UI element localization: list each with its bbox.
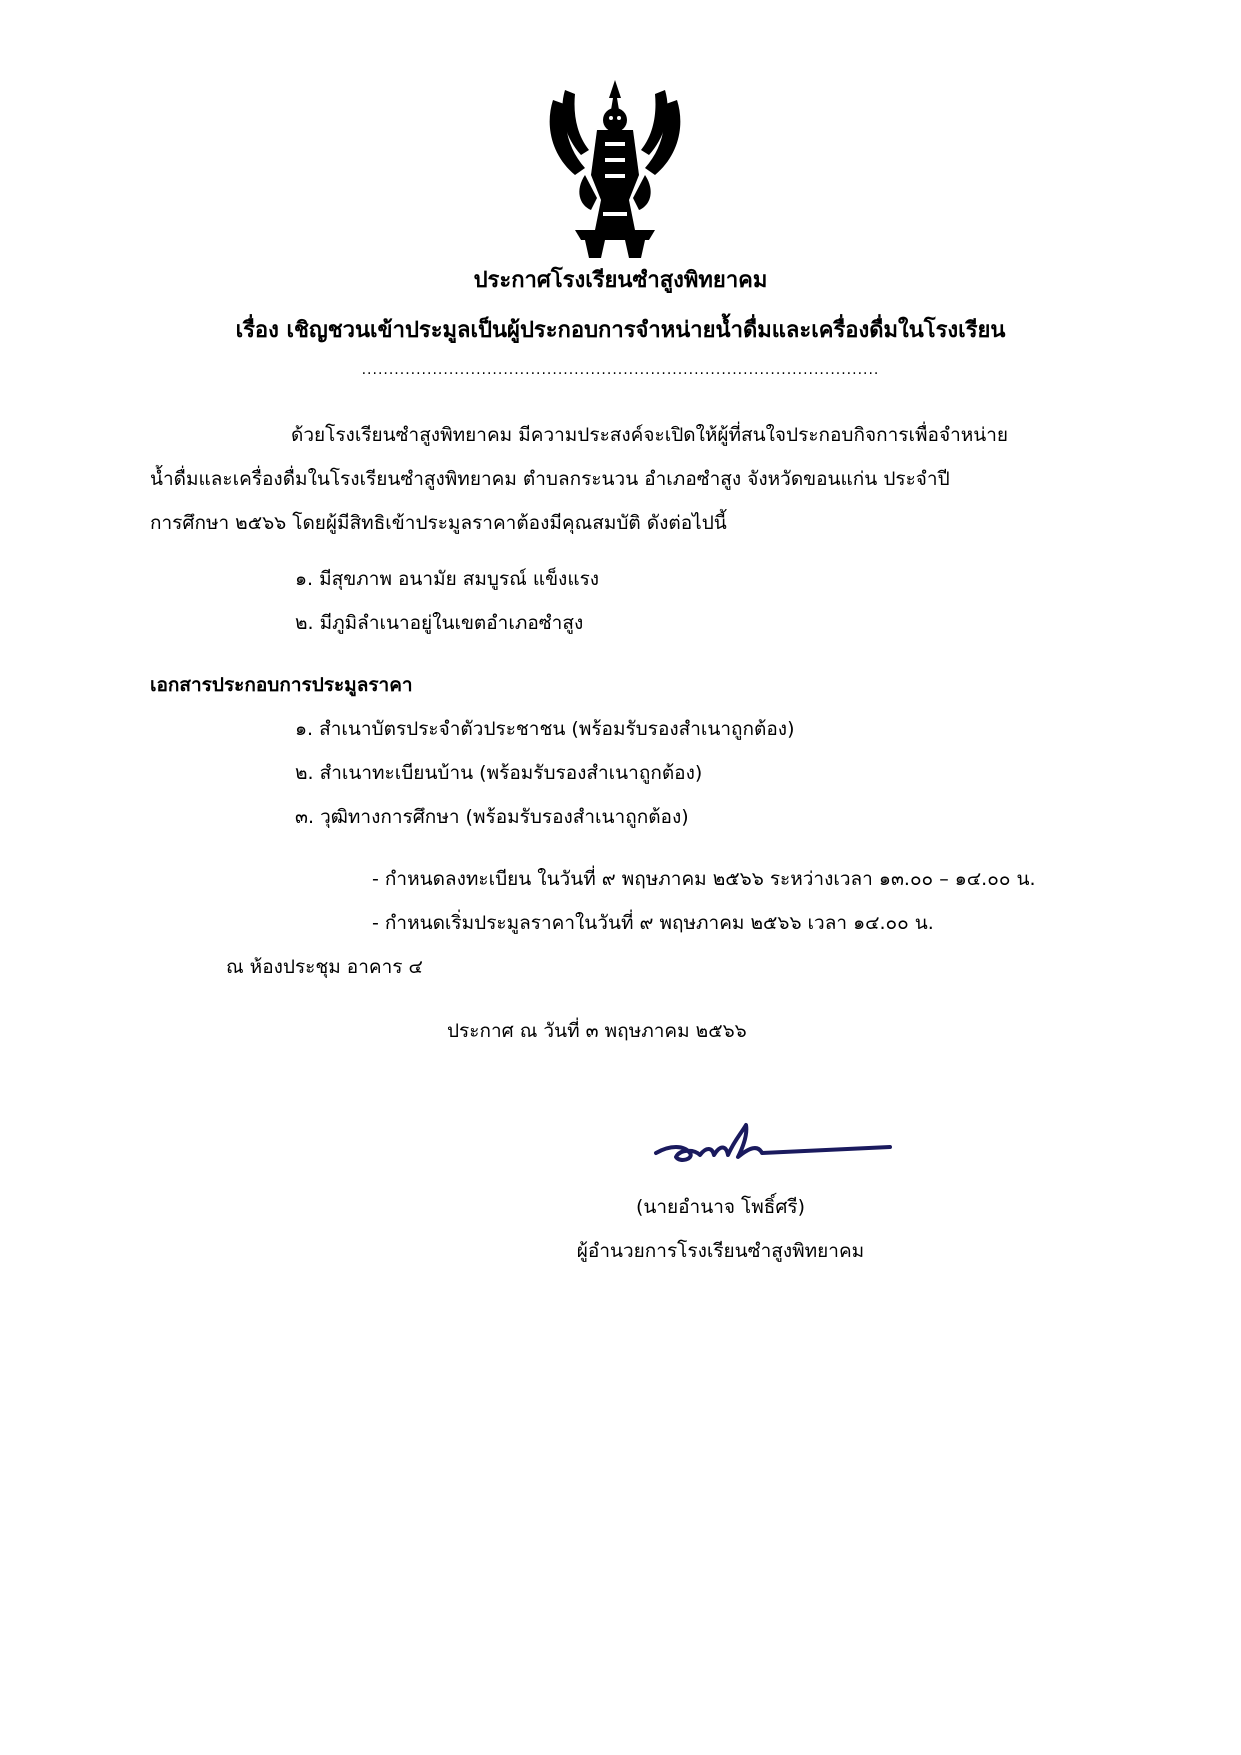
paragraph-line-2: น้ำดื่มและเครื่องดื่มในโรงเรียนซำสูงพิทยาคม ตำบลกระนวน อำเภอซำสูง จังหวัดขอนแก่น ประจำปี	[150, 468, 950, 490]
document-item: ๒. สำเนาทะเบียนบ้าน (พร้อมรับรองสำเนาถูกต้อง)	[295, 762, 703, 784]
paragraph-line-1: ด้วยโรงเรียนซำสูงพิทยาคม มีความประสงค์จะเปิดให้ผู้ที่สนใจประกอบกิจการเพื่อจำหน่าย	[291, 424, 1009, 446]
qualification-item: ๒. มีภูมิลำเนาอยู่ในเขตอำเภอซำสูง	[295, 612, 584, 634]
page-title: ประกาศโรงเรียนซำสูงพิทยาคม	[473, 268, 768, 293]
garuda-emblem	[545, 80, 685, 260]
document-item: ๑. สำเนาบัตรประจำตัวประชาชน (พร้อมรับรองสำเนาถูกต้อง)	[295, 718, 795, 740]
subject-line: เรื่อง เชิญชวนเข้าประมูลเป็นผู้ประกอบการจำหน่ายน้ำดื่มและเครื่องดื่มในโรงเรียน	[235, 318, 1006, 343]
signatory-name: (นายอำนาจ โพธิ์ศรี)	[635, 1196, 806, 1218]
announcement-date: ประกาศ ณ วันที่ ๓ พฤษภาคม ๒๕๖๖	[447, 1020, 747, 1042]
paragraph-line-3: การศึกษา ๒๕๖๖ โดยผู้มีสิทธิเข้าประมูลราคาต้องมีคุณสมบัติ ดังต่อไปนี้	[150, 512, 727, 534]
schedule-item: - กำหนดลงทะเบียน ในวันที่ ๙ พฤษภาคม ๒๕๖๖ ระหว่างเวลา ๑๓.๐๐ – ๑๔.๐๐ น.	[372, 868, 1036, 890]
signatory-position: ผู้อำนวยการโรงเรียนซำสูงพิทยาคม	[576, 1240, 865, 1262]
signature-image	[650, 1105, 900, 1175]
dotted-divider: ...............................................................................................	[361, 362, 880, 378]
documents-heading: เอกสารประกอบการประมูลราคา	[150, 674, 413, 696]
document-item: ๓. วุฒิทางการศึกษา (พร้อมรับรองสำเนาถูกต้อง)	[295, 806, 689, 828]
venue-line: ณ ห้องประชุม อาคาร ๔	[226, 956, 423, 978]
signature-stroke	[656, 1125, 890, 1160]
qualification-item: ๑. มีสุขภาพ อนามัย สมบูรณ์ แข็งแรง	[295, 568, 600, 590]
schedule-item: - กำหนดเริ่มประมูลราคาในวันที่ ๙ พฤษภาคม ๒๕๖๖ เวลา ๑๔.๐๐ น.	[372, 912, 934, 934]
